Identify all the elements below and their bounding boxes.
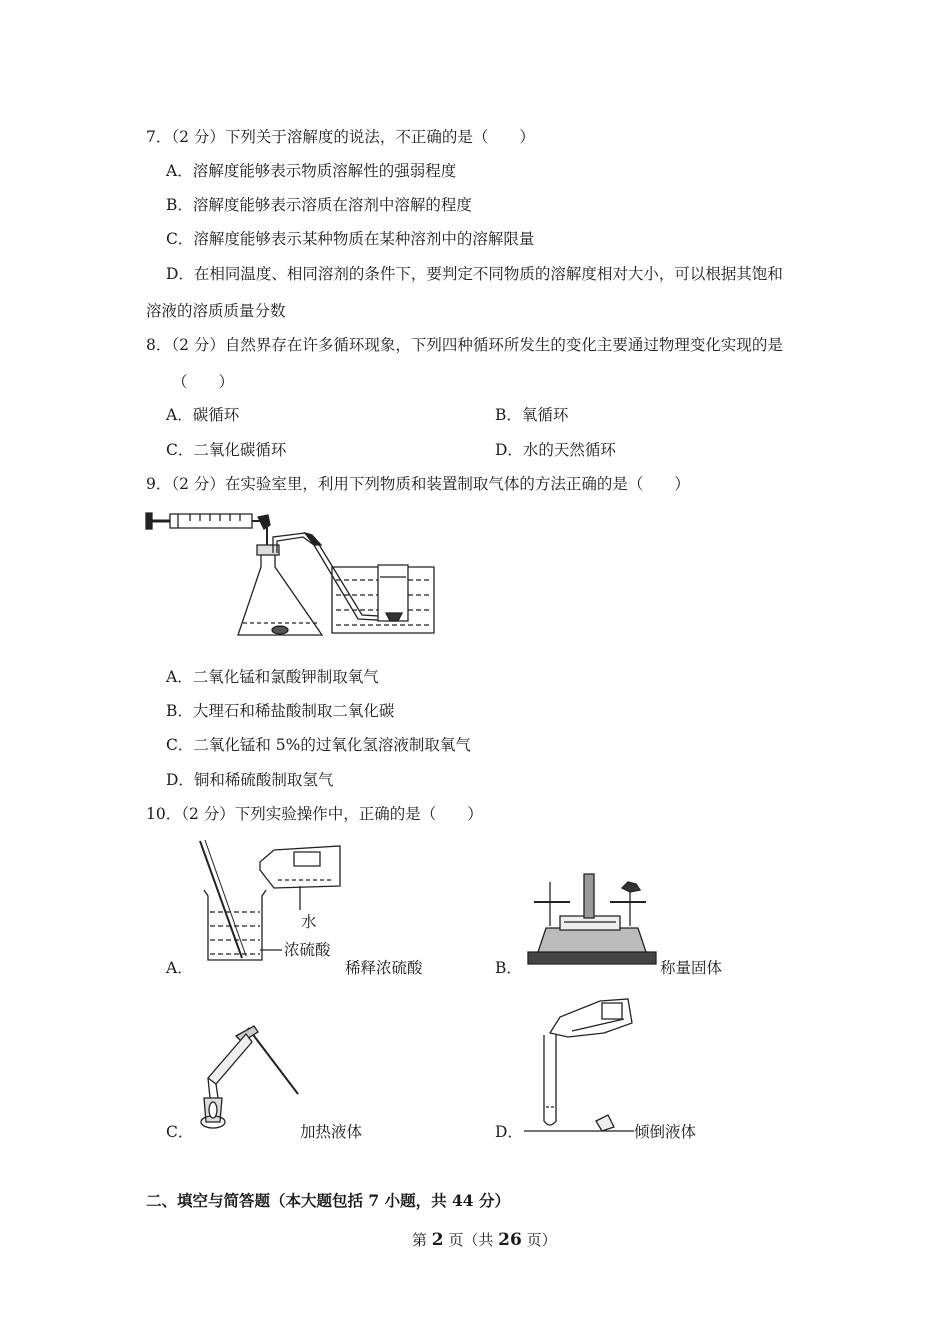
q7-option-d: D．在相同温度、相同溶剂的条件下，要判定不同物质的溶解度相对大小，可以根据其饱和: [166, 265, 783, 283]
q10-stem: 10．（2 分）下列实验操作中，正确的是（ ）: [146, 805, 483, 823]
q7-option-c: C．溶解度能够表示某种物质在某种溶剂中的溶解限量: [166, 230, 535, 248]
q9-option-a: A．二氧化锰和氯酸钾制取氧气: [166, 668, 379, 686]
section-2-title: 二、填空与简答题（本大题包括 7 小题，共 44 分）: [146, 1191, 510, 1210]
q9-option-b: B．大理石和稀盐酸制取二氧化碳: [166, 702, 395, 720]
q10-a-label-water: 水: [301, 913, 317, 931]
q8-paren: （ ）: [172, 373, 235, 391]
q9-option-d: D．铜和稀硫酸制取氢气: [166, 771, 334, 789]
page-footer: [412, 1230, 557, 1250]
q10-option-b-letter: B．: [495, 959, 522, 977]
q9-option-c: C．二氧化锰和 5%的过氧化氢溶液制取氧气: [166, 736, 471, 754]
q10-option-d-letter: D．: [495, 1123, 523, 1141]
q8-option-b: B．氧循环: [495, 406, 569, 424]
q10-b-balance-figure: [520, 872, 660, 968]
q10-option-c-caption: 加热液体: [300, 1123, 363, 1141]
q10-c-heating-figure: [190, 1022, 310, 1134]
q10-option-c-letter: C．: [166, 1123, 194, 1141]
q8-option-a: A．碳循环: [166, 406, 240, 424]
q9-stem: 9．（2 分）在实验室里，利用下列物质和装置制取气体的方法正确的是（ ）: [146, 475, 690, 493]
q10-option-a-caption: 稀释浓硫酸: [345, 959, 423, 977]
q10-d-pouring-figure: [520, 995, 640, 1135]
q7-option-d-cont: 溶液的溶质质量分数: [146, 302, 286, 320]
q8-option-c: C．二氧化碳循环: [166, 441, 287, 459]
q9-gas-apparatus-figure: [140, 505, 450, 645]
q7-option-b: B．溶解度能够表示溶质在溶剂中溶解的程度: [166, 196, 472, 214]
q10-option-b-caption: 称量固体: [660, 959, 723, 977]
q7-option-a: A．溶解度能够表示物质溶解性的强弱程度: [166, 162, 457, 180]
q8-stem: 8．（2 分）自然界存在许多循环现象，下列四种循环所发生的变化主要通过物理变化实现的是: [146, 336, 783, 354]
footer-mid: 页（共: [443, 1231, 499, 1249]
footer-page-number: 2: [431, 1230, 444, 1250]
footer-total-pages: 26: [498, 1230, 522, 1250]
q10-option-a-letter: A．: [166, 959, 193, 977]
q8-option-d: D．水的天然循环: [495, 441, 616, 459]
footer-pre: 第: [412, 1231, 432, 1249]
q7-stem: 7．（2 分）下列关于溶解度的说法，不正确的是（ ）: [146, 128, 535, 146]
footer-post: 页）: [521, 1231, 557, 1249]
q10-a-label-acid: 浓硫酸: [284, 941, 331, 959]
q10-option-d-caption: 倾倒液体: [634, 1123, 697, 1141]
